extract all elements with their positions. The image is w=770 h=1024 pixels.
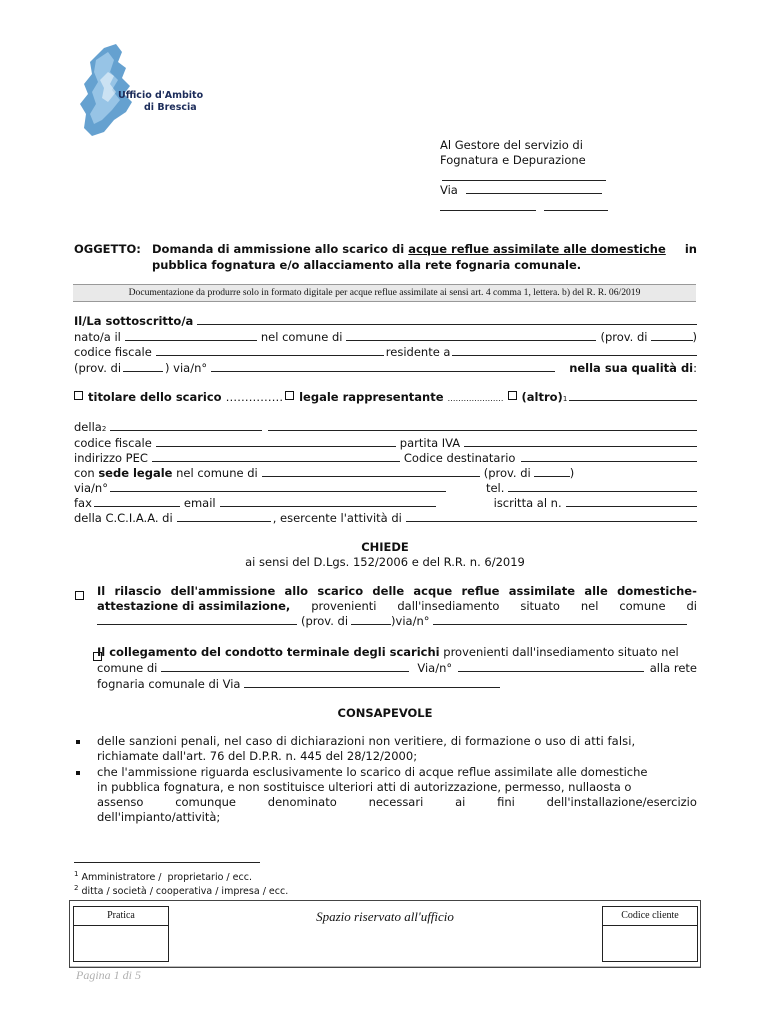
birth-town-label: nel comune di	[260, 330, 343, 344]
company-row4	[74, 466, 697, 480]
bullet-2	[76, 771, 80, 775]
consapevole-b2-l3-word: fini	[497, 795, 515, 809]
option1-line2-word: di	[686, 599, 697, 613]
consapevole-b2-l3-word: assenso	[97, 795, 144, 809]
footnote-2	[74, 884, 288, 897]
page-number: Pagina 1 di 5	[76, 968, 141, 982]
company-email-field[interactable]	[220, 496, 436, 507]
residence-label: residente a	[385, 345, 451, 359]
birth-prov-label: (prov. di	[600, 330, 648, 344]
company-row7	[74, 511, 697, 525]
declarant-row4	[74, 361, 697, 375]
option1-line1-word: scarico	[317, 584, 364, 598]
declarant-row1	[74, 314, 697, 328]
company-fax-field[interactable]	[94, 496, 180, 507]
subject-label: OGGETTO:	[74, 242, 141, 256]
option2-bold: Il collegamento del condotto terminale degli scarichi	[97, 645, 440, 659]
res-prov-field[interactable]	[123, 361, 163, 372]
fiscal-code-label: codice fiscale	[74, 345, 152, 359]
subject-line1-a: Domanda di ammissione allo scarico di	[152, 242, 409, 256]
sede-pre: con	[74, 466, 99, 480]
sede-legale-label: sede legale	[98, 466, 173, 480]
consapevole-b1-l1: delle sanzioni penali, nel caso di dichiarazioni non veritiere, di formazione o uso di atti falsi,	[97, 734, 636, 748]
consapevole-b2-l1: che l'ammissione riguarda esclusivamente lo scarico di acque reflue assimilate alle domestiche	[97, 765, 648, 779]
addressee-line2: Fognatura e Depurazione	[440, 153, 586, 167]
option1-prov-field[interactable]	[351, 614, 391, 625]
option2-line1	[97, 645, 679, 659]
declarant-row3	[74, 345, 697, 359]
option1-line1-word: dell'ammissione	[170, 584, 276, 598]
bullet-1	[76, 740, 80, 744]
pratica-box[interactable]	[73, 906, 169, 962]
fiscal-code-field[interactable]	[156, 345, 384, 356]
digital-doc-banner-text: Documentazione da produrre solo in formato digitale per acque reflue assimilate ai sensi art. 4 comma 1, lettera. b) del R. R. 06/2019	[128, 287, 641, 298]
altro-label: (altro)	[521, 390, 563, 404]
sede-post: nel comune di	[172, 466, 258, 480]
titolare-dots: ……………	[225, 390, 284, 404]
footnote-1-mark: 1	[74, 870, 79, 878]
option1-line1	[97, 584, 697, 598]
legale-checkbox[interactable]	[285, 391, 294, 400]
legale-dots: …………………	[447, 394, 504, 403]
addressee-line1: Al Gestore del servizio di	[440, 138, 583, 152]
res-via-label: ) via/n°	[165, 361, 208, 375]
option2-via-field[interactable]	[458, 661, 644, 672]
codice-cliente-label: Codice cliente	[621, 910, 679, 921]
option1-line1-words	[97, 584, 697, 598]
company-pec-field[interactable]	[152, 451, 400, 462]
company-codice-dest-field[interactable]	[521, 451, 697, 462]
option2-line2	[97, 661, 697, 675]
attivita-field[interactable]	[406, 511, 697, 522]
altro-footnote-ref: 1	[562, 395, 568, 403]
logo-text-line2: di Brescia	[144, 102, 197, 113]
footnote-1	[74, 870, 252, 883]
page-rule	[70, 966, 700, 967]
logo-text-line1: Ufficio d'Ambito	[118, 90, 204, 101]
consapevole-b1-l2: richiamate dall'art. 76 del D.P.R. n. 445 del 28/12/2000;	[97, 749, 418, 763]
option2-line3	[97, 677, 500, 691]
option1-checkbox[interactable]	[75, 591, 84, 600]
office-reserved-title: Spazio riservato all'ufficio	[316, 909, 454, 924]
sede-town-field[interactable]	[262, 466, 480, 477]
codice-cliente-divider	[603, 925, 697, 926]
consapevole-b2-l4: dell'impianto/attività;	[97, 810, 221, 824]
cciaa-label: della C.C.I.A.A. di	[74, 511, 173, 525]
footnote-2-mark: 2	[74, 884, 79, 892]
role-intro: nella sua qualità di	[569, 361, 694, 375]
option1-line2-word: dall'insediamento	[397, 599, 500, 613]
company-cf-field[interactable]	[156, 436, 396, 447]
altro-checkbox[interactable]	[508, 391, 517, 400]
option1-prov-label: (prov. di	[301, 614, 349, 628]
company-tel-label: tel.	[485, 481, 505, 495]
option1-line1-word: delle	[372, 584, 405, 598]
option1-line1-word: assimilate	[508, 584, 576, 598]
option2-rete-label: alla rete	[649, 661, 697, 675]
company-tel-field[interactable]	[508, 481, 697, 492]
company-piva-label: partita IVA	[399, 436, 461, 450]
option1-line2-word: nel	[580, 599, 599, 613]
company-iscritta-label: iscritta al n.	[493, 496, 562, 510]
legale-label: legale rappresentante	[299, 390, 444, 404]
role-row	[74, 390, 697, 404]
option1-via-field[interactable]	[433, 614, 687, 625]
codice-cliente-box[interactable]	[602, 906, 698, 962]
birth-date-field[interactable]	[125, 330, 257, 341]
subject-line2: pubblica fognatura e/o allacciamento alla rete fognaria comunale.	[152, 258, 582, 272]
titolare-label: titolare dello scarico	[88, 390, 222, 404]
cciaa-field[interactable]	[177, 511, 271, 522]
chiede-title: CHIEDE	[361, 540, 409, 554]
res-prov-label: (prov. di	[74, 361, 122, 375]
company-name-field[interactable]	[268, 420, 697, 431]
footnote-2-text: ditta / società / cooperativa / impresa / ecc.	[81, 886, 289, 898]
subject-line1	[152, 242, 697, 256]
declarant-row2	[74, 330, 697, 344]
titolare-checkbox[interactable]	[74, 391, 83, 400]
pratica-label: Pratica	[107, 910, 135, 921]
option1-line2	[97, 599, 697, 613]
addressee-via	[440, 183, 602, 197]
company-row2	[74, 436, 697, 450]
role-intro-colon: :	[693, 361, 697, 375]
declarant-name-field[interactable]	[197, 314, 697, 325]
consapevole-b2-l2: in pubblica fognatura, e non sostituisce ulteriori atti di autorizzazione, permesso, nullaosta o	[97, 780, 632, 794]
footnote-separator	[74, 862, 260, 863]
option1-line2-word: comune	[619, 599, 666, 613]
addressee-blank-cap[interactable]	[440, 210, 536, 211]
company-label: della	[74, 420, 102, 434]
company-email-label: email	[183, 496, 216, 510]
company-type-field[interactable]	[110, 420, 262, 431]
addressee-blank-city[interactable]	[544, 210, 608, 211]
birth-town-field[interactable]	[346, 330, 596, 341]
company-footnote-ref: 2	[101, 425, 107, 433]
declarant-name-label: Il/La sottoscritto/a	[74, 314, 194, 328]
option1-via-label: )via/n°	[391, 614, 430, 628]
chiede-subtitle: ai sensi del D.Lgs. 152/2006 e del R.R. n. 6/2019	[245, 555, 525, 569]
company-iscritta-field[interactable]	[566, 496, 697, 507]
footnote-1-text: Amministratore / proprietario / ecc.	[81, 872, 252, 884]
company-pec-label: indirizzo PEC	[74, 451, 148, 465]
option1-line1-word: allo	[284, 584, 309, 598]
company-cf-label: codice fiscale	[74, 436, 152, 450]
sede-prov-field[interactable]	[534, 466, 570, 477]
option1-line1-word: rilascio	[114, 584, 162, 598]
company-via-field[interactable]	[110, 481, 446, 492]
addressee-via-field[interactable]	[466, 183, 602, 194]
addressee-blank-1[interactable]	[442, 180, 606, 181]
addressee-via-label: Via	[440, 183, 458, 197]
consapevole-b2-l3-word: comunque	[175, 795, 237, 809]
company-row1	[74, 420, 697, 434]
option1-line1-word: acque	[413, 584, 453, 598]
company-row3	[74, 451, 697, 465]
option2-comune-label: comune di	[97, 661, 158, 675]
option1-line3	[97, 614, 687, 628]
consapevole-b2-l3-word: ai	[455, 795, 466, 809]
option1-line2-word: situato	[520, 599, 560, 613]
birth-prov-field[interactable]	[651, 330, 693, 341]
sede-prov-close: )	[569, 466, 575, 480]
consapevole-b2-l3	[97, 795, 697, 809]
company-codice-dest-label: Codice destinatario	[403, 451, 516, 465]
attivita-label: , esercente l'attività di	[272, 511, 402, 525]
option1-line2-bold: attestazione di assimilazione,	[97, 599, 291, 613]
option2-fognaria-label: fognaria comunale di Via	[97, 677, 241, 691]
subject-line1-b: in	[684, 242, 697, 256]
option2-fognaria-field[interactable]	[244, 677, 500, 688]
res-via-field[interactable]	[211, 361, 555, 372]
option2-comune-field[interactable]	[161, 661, 409, 672]
option1-line1-word: alle	[584, 584, 608, 598]
consapevole-b2-l3-word: denominato	[267, 795, 337, 809]
option2-rest: provenienti dall'insediamento situato nel	[439, 645, 679, 659]
company-row6	[74, 496, 697, 510]
company-via-label: via/n°	[74, 481, 108, 495]
option1-line1-word: reflue	[461, 584, 500, 598]
company-row5	[74, 481, 697, 495]
option2-via-label: Via/n°	[417, 661, 453, 675]
birth-date-label: nato/a il	[74, 330, 121, 344]
company-piva-field[interactable]	[464, 436, 697, 447]
birth-prov-close: )	[692, 330, 697, 344]
option1-line1-word: domestiche-	[617, 584, 697, 598]
consapevole-title: CONSAPEVOLE	[337, 706, 433, 720]
option1-line2-word: provenienti	[311, 599, 377, 613]
consapevole-b2-l3-word: dell'installazione/esercizio	[546, 795, 697, 809]
consapevole-b2-l3-word: necessari	[368, 795, 424, 809]
residence-field[interactable]	[452, 345, 697, 356]
subject-line1-underlined: acque reflue assimilate alle domestiche	[408, 242, 666, 256]
company-fax-label: fax	[74, 496, 92, 510]
option1-line1-word: Il	[97, 584, 106, 598]
option1-town-field[interactable]	[97, 614, 297, 625]
sede-prov-label: (prov. di	[483, 466, 531, 480]
digital-doc-banner	[73, 284, 696, 302]
altro-field[interactable]	[569, 390, 697, 401]
logo	[74, 42, 224, 142]
pratica-divider	[74, 925, 168, 926]
